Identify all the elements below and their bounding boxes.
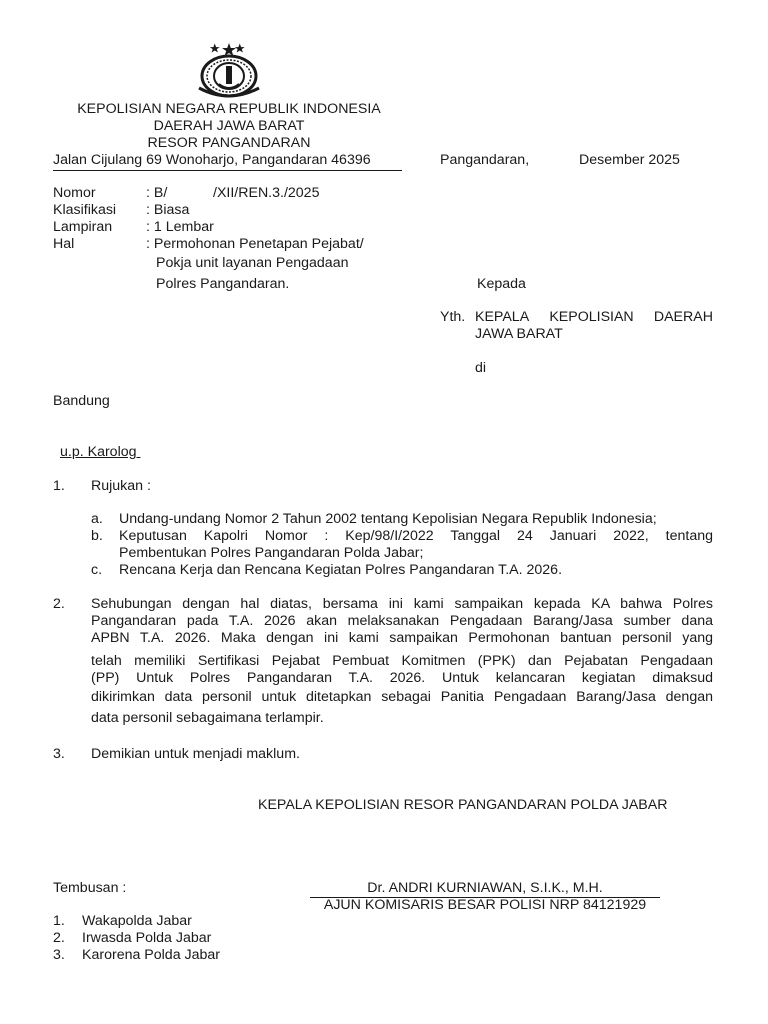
ref-letter: a. <box>91 511 103 527</box>
recipient-up: u.p. Karolog <box>60 444 141 460</box>
hal-line-2: Pokja unit layanan Pengadaan <box>156 255 349 271</box>
p2-line: Pangandaran pada T.A. 2026 akan melaksanakan Pengadaan Barang/Jasa sumber dana <box>91 613 713 629</box>
kepada-label: Kepada <box>477 276 526 292</box>
tembusan-item: Irwasda Polda Jabar <box>82 930 212 946</box>
lampiran-value: : 1 Lembar <box>146 219 214 235</box>
yth-label: Yth. <box>440 309 466 325</box>
hal-line-3: Polres Pangandaran. <box>156 276 290 292</box>
header-org-line-3: RESOR PANGANDARAN <box>147 135 311 151</box>
recipient-word: DAERAH <box>653 309 713 325</box>
header-underline <box>53 170 402 171</box>
tembusan-number: 2. <box>53 930 65 946</box>
header-org-line-1: KEPOLISIAN NEGARA REPUBLIK INDONESIA <box>77 101 381 117</box>
p2-line: telah memiliki Sertifikasi Pejabat Pembuat Komitmen (PPK) dan Pejabatan Pengadaan <box>91 653 713 669</box>
klasifikasi-label: Klasifikasi <box>53 202 117 218</box>
hal-label: Hal <box>53 236 75 252</box>
p3-number: 3. <box>53 746 65 762</box>
signature-title: KEPALA KEPOLISIAN RESOR PANGANDARAN POLDA JABAR <box>258 797 668 813</box>
p2-line: Sehubungan dengan hal diatas, bersama ini kami sampaikan kepada KA bahwa Polres <box>91 596 713 612</box>
recipient-line-1 <box>475 309 713 326</box>
p3-text: Demikian untuk menjadi maklum. <box>91 746 300 762</box>
ref-b-line-1: Keputusan Kapolri Nomor : Kep/98/I/2022 Tanggal 24 Januari 2022, tentang <box>119 528 713 544</box>
recipient-word: KEPALA <box>475 309 530 325</box>
hal-line-1: : Permohonan Penetapan Pejabat/ <box>146 236 364 252</box>
signature-rank: AJUN KOMISARIS BESAR POLISI NRP 84121929 <box>323 897 647 913</box>
recipient-word: KEPOLISIAN <box>549 309 634 325</box>
ref-c-text: Rencana Kerja dan Rencana Kegiatan Polres Pangandaran T.A. 2026. <box>119 562 563 578</box>
klasifikasi-value: : Biasa <box>146 202 190 218</box>
tembusan-number: 1. <box>53 913 65 929</box>
p1-title: Rujukan : <box>91 478 151 494</box>
p1-number: 1. <box>53 478 65 494</box>
ref-a-text: Undang-undang Nomor 2 Tahun 2002 tentang Kepolisian Negara Republik Indonesia; <box>119 511 657 527</box>
ref-b-line-2: Pembentukan Polres Pangandaran Polda Jabar; <box>119 545 424 561</box>
recipient-city: Bandung <box>53 393 110 409</box>
p2-line-last: data personil sebagaimana terlampir. <box>91 710 324 726</box>
header-org-line-2: DAERAH JAWA BARAT <box>153 118 305 134</box>
nomor-label: Nomor <box>53 185 96 201</box>
police-emblem-logo <box>193 42 265 104</box>
header-address: Jalan Cijulang 69 Wonoharjo, Pangandaran 46396 <box>53 152 371 168</box>
p2-line: (PP) Untuk Polres Pangandaran T.A. 2026. Untuk kelancaran kegiatan dimaksud <box>91 670 713 686</box>
recipient-line-2: JAWA BARAT <box>475 326 563 342</box>
p2-line: APBN T.A. 2026. Maka dengan ini kami sampaikan Permohonan bantuan personil yang <box>91 630 713 646</box>
p2-number: 2. <box>53 596 65 612</box>
tembusan-number: 3. <box>53 947 65 963</box>
tembusan-item: Karorena Polda Jabar <box>82 947 221 963</box>
ref-letter: b. <box>91 528 103 544</box>
lampiran-label: Lampiran <box>53 219 113 235</box>
recipient-di: di <box>475 360 487 376</box>
tembusan-label: Tembusan : <box>53 880 127 896</box>
signature-name: Dr. ANDRI KURNIAWAN, S.I.K., M.H. <box>367 880 603 896</box>
nomor-suffix: /XII/REN.3./2025 <box>213 185 320 201</box>
letter-date: Desember 2025 <box>579 152 680 168</box>
letter-place: Pangandaran, <box>440 152 530 168</box>
p2-line: dikirimkan data personil untuk ditetapkan sebagai Panitia Pengadaan Barang/Jasa dengan <box>91 689 713 705</box>
ref-letter: c. <box>91 562 103 578</box>
nomor-value: : B/ <box>146 185 168 201</box>
tembusan-item: Wakapolda Jabar <box>82 913 192 929</box>
